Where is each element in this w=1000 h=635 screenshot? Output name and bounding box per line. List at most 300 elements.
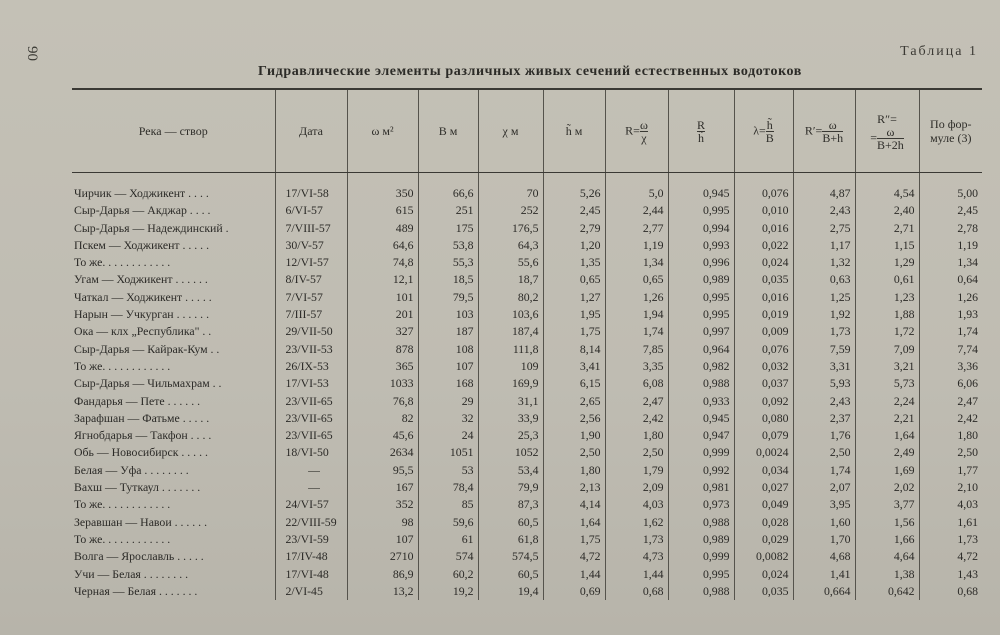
depth-cell: 0,69 xyxy=(543,583,605,600)
depth-cell: 2,13 xyxy=(543,479,605,496)
header-r-double-prime xyxy=(855,89,919,173)
table-row xyxy=(72,254,982,271)
r-over-h-cell: 0,988 xyxy=(668,514,734,531)
river-cell: Сыр-Дарья — Чильмахрам . . xyxy=(74,376,222,391)
formula-cell: 0,68 xyxy=(919,583,982,600)
lambda-cell: 0,010 xyxy=(734,202,793,219)
depth-cell: 1,75 xyxy=(543,323,605,340)
r-prime-cell: 1,25 xyxy=(793,289,855,306)
r-prime-cell: 1,70 xyxy=(793,531,855,548)
radius-cell: 0,68 xyxy=(605,583,668,600)
omega-cell: 2710 xyxy=(347,548,418,565)
width-cell: 60,2 xyxy=(418,566,478,583)
width-cell: 53,8 xyxy=(418,237,478,254)
formula-cell: 1,26 xyxy=(919,289,982,306)
r-over-h-cell: 0,989 xyxy=(668,531,734,548)
lambda-cell: 0,016 xyxy=(734,220,793,237)
width-cell: 1051 xyxy=(418,444,478,461)
perimeter-cell: 109 xyxy=(478,358,543,375)
r2-den: B+2h xyxy=(877,137,904,152)
perimeter-cell: 176,5 xyxy=(478,220,543,237)
table-row xyxy=(72,427,982,444)
lambda-cell: 0,0024 xyxy=(734,444,793,461)
depth-cell: 2,79 xyxy=(543,220,605,237)
header-depth: h̃ м xyxy=(543,89,605,173)
depth-cell: 1,75 xyxy=(543,531,605,548)
radius-cell: 2,77 xyxy=(605,220,668,237)
r-over-h-cell: 0,989 xyxy=(668,271,734,288)
river-cell: Нарын — Учкурган . . . . . . xyxy=(74,307,210,322)
r-prime-cell: 1,73 xyxy=(793,323,855,340)
r1-fraction xyxy=(822,119,843,144)
lambda-cell: 0,037 xyxy=(734,375,793,392)
perimeter-cell: 1052 xyxy=(478,444,543,461)
date-cell: 12/VI-57 xyxy=(275,254,347,271)
lambda-cell: 0,027 xyxy=(734,479,793,496)
lambda-cell: 0,024 xyxy=(734,254,793,271)
r1-den: B+h xyxy=(822,130,844,145)
r-prime-cell: 2,37 xyxy=(793,410,855,427)
lambda-cell: 0,034 xyxy=(734,462,793,479)
formula-cell: 1,77 xyxy=(919,462,982,479)
lambda-den: B xyxy=(765,130,774,145)
r-double-prime-cell: 1,38 xyxy=(855,566,919,583)
r-double-prime-cell: 1,15 xyxy=(855,237,919,254)
date-cell: 17/VI-58 xyxy=(275,173,347,203)
perimeter-cell: 60,5 xyxy=(478,514,543,531)
formula-cell: 7,74 xyxy=(919,341,982,358)
perimeter-cell: 574,5 xyxy=(478,548,543,565)
width-cell: 55,3 xyxy=(418,254,478,271)
r-double-prime-cell: 2,49 xyxy=(855,444,919,461)
r-over-h-cell: 0,988 xyxy=(668,583,734,600)
depth-cell: 2,56 xyxy=(543,410,605,427)
omega-cell: 98 xyxy=(347,514,418,531)
header-r-over-h xyxy=(668,89,734,173)
r-double-prime-cell: 2,71 xyxy=(855,220,919,237)
formula-cell: 1,61 xyxy=(919,514,982,531)
table-row xyxy=(72,289,982,306)
width-cell: 108 xyxy=(418,341,478,358)
width-cell: 66,6 xyxy=(418,173,478,203)
perimeter-cell: 252 xyxy=(478,202,543,219)
perimeter-cell: 25,3 xyxy=(478,427,543,444)
formula-cell: 4,03 xyxy=(919,496,982,513)
table-row xyxy=(72,375,982,392)
table-row xyxy=(72,306,982,323)
river-cell: Зеравшан — Навои . . . . . . xyxy=(74,514,208,529)
width-cell: 85 xyxy=(418,496,478,513)
depth-cell: 3,41 xyxy=(543,358,605,375)
omega-cell: 45,6 xyxy=(347,427,418,444)
perimeter-cell: 60,5 xyxy=(478,566,543,583)
date-cell: 26/IX-53 xyxy=(275,358,347,375)
r-double-prime-cell: 1,69 xyxy=(855,462,919,479)
depth-cell: 4,72 xyxy=(543,548,605,565)
width-cell: 18,5 xyxy=(418,271,478,288)
date-cell: — xyxy=(275,479,347,496)
perimeter-cell: 31,1 xyxy=(478,393,543,410)
omega-cell: 101 xyxy=(347,289,418,306)
river-cell: Фандарья — Пете . . . . . . xyxy=(74,393,201,408)
river-cell: Черная — Белая . . . . . . . xyxy=(74,583,198,598)
perimeter-cell: 64,3 xyxy=(478,237,543,254)
width-cell: 53 xyxy=(418,462,478,479)
header-lambda xyxy=(734,89,793,173)
r-over-h-cell: 0,973 xyxy=(668,496,734,513)
date-cell: 23/VII-65 xyxy=(275,410,347,427)
date-cell: 24/VI-57 xyxy=(275,496,347,513)
radius-cell: 2,09 xyxy=(605,479,668,496)
date-cell: 30/V-57 xyxy=(275,237,347,254)
formula-cell: 0,64 xyxy=(919,271,982,288)
depth-cell: 1,80 xyxy=(543,462,605,479)
river-cell: Вахш — Туткаул . . . . . . . xyxy=(74,480,201,495)
width-cell: 29 xyxy=(418,393,478,410)
lambda-cell: 0,009 xyxy=(734,323,793,340)
depth-cell: 1,95 xyxy=(543,306,605,323)
lambda-cell: 0,076 xyxy=(734,173,793,203)
perimeter-cell: 70 xyxy=(478,173,543,203)
omega-cell: 74,8 xyxy=(347,254,418,271)
perimeter-cell: 80,2 xyxy=(478,289,543,306)
radius-cell: 1,44 xyxy=(605,566,668,583)
river-cell: То же. . . . . . . . . . . . xyxy=(74,255,171,270)
r-double-prime-cell: 1,29 xyxy=(855,254,919,271)
omega-cell: 489 xyxy=(347,220,418,237)
formula-cell: 5,00 xyxy=(919,173,982,203)
r-prime-cell: 0,664 xyxy=(793,583,855,600)
formula-cell: 1,19 xyxy=(919,237,982,254)
depth-cell: 2,50 xyxy=(543,444,605,461)
r-label: R= xyxy=(625,122,640,137)
r-den: χ xyxy=(641,130,647,145)
date-cell: — xyxy=(275,462,347,479)
date-cell: 7/VI-57 xyxy=(275,289,347,306)
omega-cell: 615 xyxy=(347,202,418,219)
perimeter-cell: 55,6 xyxy=(478,254,543,271)
radius-cell: 3,35 xyxy=(605,358,668,375)
formula-cell: 1,80 xyxy=(919,427,982,444)
table-row xyxy=(72,531,982,548)
table-row xyxy=(72,341,982,358)
header-hydraulic-radius xyxy=(605,89,668,173)
r-prime-cell: 3,95 xyxy=(793,496,855,513)
r-prime-cell: 1,76 xyxy=(793,427,855,444)
r-prime-cell: 2,75 xyxy=(793,220,855,237)
formula-cell: 1,43 xyxy=(919,566,982,583)
header-formula: По фор-муле (3) xyxy=(919,89,982,173)
r-prime-cell: 0,63 xyxy=(793,271,855,288)
table-row xyxy=(72,479,982,496)
river-cell: Зарафшан — Фатьме . . . . . xyxy=(74,410,210,425)
r-over-h-cell: 0,999 xyxy=(668,548,734,565)
omega-cell: 13,2 xyxy=(347,583,418,600)
r-over-h-cell: 0,997 xyxy=(668,323,734,340)
r-prime-cell: 5,93 xyxy=(793,375,855,392)
omega-cell: 64,6 xyxy=(347,237,418,254)
r-double-prime-cell: 3,77 xyxy=(855,496,919,513)
lambda-cell: 0,092 xyxy=(734,393,793,410)
lambda-cell: 0,079 xyxy=(734,427,793,444)
table-row xyxy=(72,496,982,513)
r-over-h-cell: 0,995 xyxy=(668,306,734,323)
r1-label: R′= xyxy=(804,122,823,137)
table-row xyxy=(72,358,982,375)
width-cell: 24 xyxy=(418,427,478,444)
formula-cell: 2,45 xyxy=(919,202,982,219)
depth-cell: 1,27 xyxy=(543,289,605,306)
table-title: Гидравлические элементы различных живых сечений естественных водотоков xyxy=(258,64,802,79)
formula-cell: 6,06 xyxy=(919,375,982,392)
omega-cell: 2634 xyxy=(347,444,418,461)
omega-cell: 365 xyxy=(347,358,418,375)
river-cell: Сыр-Дарья — Надеждинский . xyxy=(74,220,229,235)
radius-cell: 1,26 xyxy=(605,289,668,306)
r-prime-cell: 3,31 xyxy=(793,358,855,375)
formula-cell: 3,36 xyxy=(919,358,982,375)
omega-cell: 878 xyxy=(347,341,418,358)
omega-cell: 327 xyxy=(347,323,418,340)
radius-cell: 1,74 xyxy=(605,323,668,340)
radius-cell: 1,62 xyxy=(605,514,668,531)
formula-cell: 2,10 xyxy=(919,479,982,496)
omega-cell: 82 xyxy=(347,410,418,427)
r-over-h-cell: 0,995 xyxy=(668,202,734,219)
lambda-cell: 0,024 xyxy=(734,566,793,583)
omega-cell: 1033 xyxy=(347,375,418,392)
date-cell: 7/VIII-57 xyxy=(275,220,347,237)
r-prime-cell: 2,07 xyxy=(793,479,855,496)
r-over-h-cell: 0,981 xyxy=(668,479,734,496)
river-cell: Сыр-Дарья — Кайрак-Кум . . xyxy=(74,341,220,356)
date-cell: 6/VI-57 xyxy=(275,202,347,219)
table-row xyxy=(72,237,982,254)
r-over-h-cell: 0,945 xyxy=(668,173,734,203)
omega-cell: 201 xyxy=(347,306,418,323)
river-cell: Угам — Ходжикент . . . . . . xyxy=(74,272,208,287)
omega-cell: 12,1 xyxy=(347,271,418,288)
r-prime-cell: 2,43 xyxy=(793,202,855,219)
omega-cell: 95,5 xyxy=(347,462,418,479)
lambda-cell: 0,035 xyxy=(734,271,793,288)
page-number: 90 xyxy=(24,46,40,61)
lambda-cell: 0,080 xyxy=(734,410,793,427)
header-date: Дата xyxy=(275,89,347,173)
formula-cell: 4,72 xyxy=(919,548,982,565)
lambda-cell: 0,035 xyxy=(734,583,793,600)
radius-cell: 2,42 xyxy=(605,410,668,427)
r-double-prime-cell: 1,66 xyxy=(855,531,919,548)
r-over-h-cell: 0,992 xyxy=(668,462,734,479)
perimeter-cell: 53,4 xyxy=(478,462,543,479)
lambda-cell: 0,029 xyxy=(734,531,793,548)
r2-num: ω xyxy=(886,124,895,139)
r-over-h-cell: 0,988 xyxy=(668,375,734,392)
radius-cell: 1,19 xyxy=(605,237,668,254)
table-row xyxy=(72,548,982,565)
rh-num: R xyxy=(696,117,705,132)
formula-cell: 1,93 xyxy=(919,306,982,323)
perimeter-cell: 19,4 xyxy=(478,583,543,600)
radius-cell: 2,50 xyxy=(605,444,668,461)
perimeter-cell: 169,9 xyxy=(478,375,543,392)
river-cell: Пскем — Ходжикент . . . . . xyxy=(74,237,210,252)
date-cell: 17/VI-53 xyxy=(275,375,347,392)
date-cell: 7/III-57 xyxy=(275,306,347,323)
r-prime-cell: 1,92 xyxy=(793,306,855,323)
r-over-h-cell: 0,995 xyxy=(668,566,734,583)
formula-cell: 1,74 xyxy=(919,323,982,340)
r-prime-cell: 4,87 xyxy=(793,173,855,203)
r-double-prime-cell: 1,64 xyxy=(855,427,919,444)
perimeter-cell: 103,6 xyxy=(478,306,543,323)
depth-cell: 1,35 xyxy=(543,254,605,271)
r-double-prime-cell: 5,73 xyxy=(855,375,919,392)
date-cell: 17/VI-48 xyxy=(275,566,347,583)
perimeter-cell: 187,4 xyxy=(478,323,543,340)
table-row xyxy=(72,323,982,340)
r1-num: ω xyxy=(828,117,837,132)
r-double-prime-cell: 1,56 xyxy=(855,514,919,531)
rh-den: h̃ xyxy=(697,130,704,145)
width-cell: 187 xyxy=(418,323,478,340)
depth-cell: 1,44 xyxy=(543,566,605,583)
depth-cell: 5,26 xyxy=(543,173,605,203)
r-over-h-cell: 0,964 xyxy=(668,341,734,358)
hydraulic-table xyxy=(72,88,982,600)
formula-cell: 2,78 xyxy=(919,220,982,237)
perimeter-cell: 18,7 xyxy=(478,271,543,288)
width-cell: 107 xyxy=(418,358,478,375)
r-over-h-cell: 0,994 xyxy=(668,220,734,237)
perimeter-cell: 33,9 xyxy=(478,410,543,427)
river-cell: Сыр-Дарья — Акджар . . . . xyxy=(74,203,211,218)
header-r-prime xyxy=(793,89,855,173)
width-cell: 61 xyxy=(418,531,478,548)
r2-label: R″= xyxy=(877,111,897,126)
table-row xyxy=(72,583,982,600)
depth-cell: 1,64 xyxy=(543,514,605,531)
r-over-h-cell: 0,945 xyxy=(668,410,734,427)
perimeter-cell: 111,8 xyxy=(478,341,543,358)
radius-cell: 1,79 xyxy=(605,462,668,479)
omega-cell: 352 xyxy=(347,496,418,513)
width-cell: 251 xyxy=(418,202,478,219)
r-double-prime-cell: 3,21 xyxy=(855,358,919,375)
formula-cell: 1,34 xyxy=(919,254,982,271)
r-prime-cell: 2,43 xyxy=(793,393,855,410)
radius-cell: 5,0 xyxy=(605,173,668,203)
radius-cell: 6,08 xyxy=(605,375,668,392)
r-prime-cell: 1,32 xyxy=(793,254,855,271)
table-row xyxy=(72,173,982,203)
r-double-prime-cell: 2,40 xyxy=(855,202,919,219)
table-row xyxy=(72,202,982,219)
r2-fraction xyxy=(877,126,904,151)
date-cell: 8/IV-57 xyxy=(275,271,347,288)
omega-cell: 167 xyxy=(347,479,418,496)
date-cell: 2/VI-45 xyxy=(275,583,347,600)
river-cell: Чаткал — Ходжикент . . . . . xyxy=(74,289,212,304)
r-prime-cell: 1,17 xyxy=(793,237,855,254)
r-prime-cell: 1,41 xyxy=(793,566,855,583)
r-over-h-cell: 0,933 xyxy=(668,393,734,410)
r-double-prime-cell: 1,23 xyxy=(855,289,919,306)
r-double-prime-cell: 1,72 xyxy=(855,323,919,340)
r-prime-cell: 1,60 xyxy=(793,514,855,531)
lambda-cell: 0,076 xyxy=(734,341,793,358)
r-over-h-cell: 0,982 xyxy=(668,358,734,375)
depth-cell: 1,90 xyxy=(543,427,605,444)
date-cell: 23/VII-65 xyxy=(275,393,347,410)
r-double-prime-cell: 1,88 xyxy=(855,306,919,323)
river-cell: То же. . . . . . . . . . . . xyxy=(74,358,171,373)
lambda-fraction xyxy=(766,119,774,144)
rh-fraction xyxy=(697,119,705,144)
radius-cell: 1,73 xyxy=(605,531,668,548)
depth-cell: 0,65 xyxy=(543,271,605,288)
river-cell: Обь — Новосибирск . . . . . xyxy=(74,445,208,460)
radius-cell: 1,34 xyxy=(605,254,668,271)
river-cell: То же. . . . . . . . . . . . xyxy=(74,531,171,546)
date-cell: 23/VII-53 xyxy=(275,341,347,358)
radius-cell: 4,73 xyxy=(605,548,668,565)
lambda-cell: 0,016 xyxy=(734,289,793,306)
perimeter-cell: 61,8 xyxy=(478,531,543,548)
width-cell: 19,2 xyxy=(418,583,478,600)
radius-cell: 1,94 xyxy=(605,306,668,323)
header-river: Река — створ xyxy=(72,89,275,173)
depth-cell: 2,65 xyxy=(543,393,605,410)
omega-cell: 86,9 xyxy=(347,566,418,583)
river-cell: Ягнобдарья — Такфон . . . . xyxy=(74,428,212,443)
radius-cell: 2,44 xyxy=(605,202,668,219)
depth-cell: 4,14 xyxy=(543,496,605,513)
river-cell: Учи — Белая . . . . . . . . xyxy=(74,566,189,581)
header-omega: ω м² xyxy=(347,89,418,173)
depth-cell: 8,14 xyxy=(543,341,605,358)
header-width: B м xyxy=(418,89,478,173)
radius-cell: 4,03 xyxy=(605,496,668,513)
date-cell: 23/VI-59 xyxy=(275,531,347,548)
omega-cell: 350 xyxy=(347,173,418,203)
r2-eq: = xyxy=(870,129,877,144)
header-perimeter: χ м xyxy=(478,89,543,173)
table-row xyxy=(72,444,982,461)
r-double-prime-cell: 7,09 xyxy=(855,341,919,358)
lambda-cell: 0,032 xyxy=(734,358,793,375)
river-cell: Чирчик — Ходжикент . . . . xyxy=(74,186,209,200)
r-over-h-cell: 0,993 xyxy=(668,237,734,254)
radius-cell: 1,80 xyxy=(605,427,668,444)
date-cell: 29/VII-50 xyxy=(275,323,347,340)
r-double-prime-cell: 2,02 xyxy=(855,479,919,496)
lambda-cell: 0,049 xyxy=(734,496,793,513)
r-over-h-cell: 0,999 xyxy=(668,444,734,461)
r-prime-cell: 7,59 xyxy=(793,341,855,358)
formula-cell: 2,47 xyxy=(919,393,982,410)
r-double-prime-cell: 0,642 xyxy=(855,583,919,600)
river-cell: Белая — Уфа . . . . . . . . xyxy=(74,462,189,477)
table-row xyxy=(72,271,982,288)
r-over-h-cell: 0,996 xyxy=(668,254,734,271)
radius-cell: 0,65 xyxy=(605,271,668,288)
table-row xyxy=(72,220,982,237)
width-cell: 574 xyxy=(418,548,478,565)
table-row xyxy=(72,410,982,427)
depth-cell: 1,20 xyxy=(543,237,605,254)
